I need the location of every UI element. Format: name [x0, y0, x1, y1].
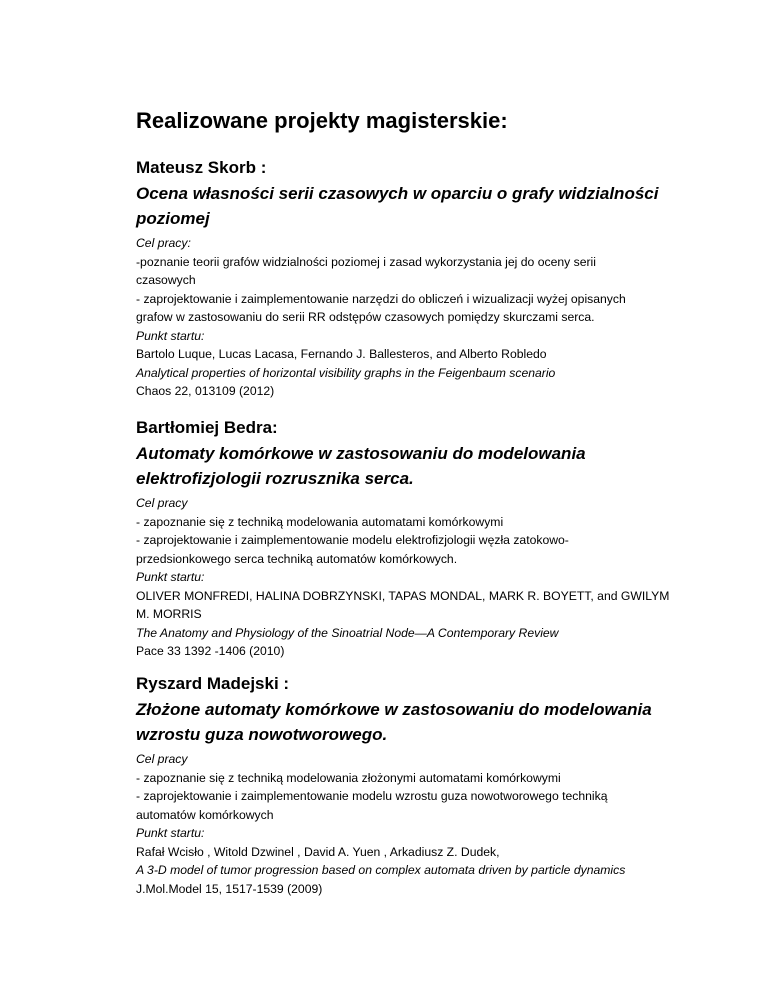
goal-line: - zaprojektowanie i zaimplementowanie narzędzi do obliczeń i wizualizacji wyżej opisanych — [136, 291, 626, 306]
start-label: Punkt startu: — [136, 826, 205, 840]
reference-authors: Rafał Wcisło , Witold Dzwinel , David A. Yuen , Arkadiusz Z. Dudek, — [136, 844, 500, 859]
reference-title: A 3-D model of tumor progression based on complex automata driven by particle dynamics — [136, 863, 626, 877]
goal-line: - zaprojektowanie i zaimplementowanie modelu wzrostu guza nowotworowego techniką — [136, 789, 608, 803]
goal-line: - zapoznanie się z techniką modelowania złożonymi automatami komórkowymi — [136, 770, 561, 785]
goal-line: -poznanie teorii grafów widzialności poziomej i zasad wykorzystania jej do oceny serii — [136, 254, 596, 269]
reference-source: Pace 33 1392 -1406 (2010) — [136, 644, 285, 658]
goal-line: przedsionkowego serca techniką automatów komórkowych. — [136, 551, 458, 566]
project-section-2 — [136, 416, 706, 661]
project-title-line: elektrofizjologii rozrusznika serca. — [136, 469, 414, 488]
project-title-line: Automaty komórkowe w zastosowaniu do modelowania — [136, 444, 586, 463]
project-title-line: wzrostu guza nowotworowego. — [136, 725, 388, 744]
start-label: Punkt startu: — [136, 328, 205, 343]
project-title — [136, 441, 706, 491]
reference-title: The Anatomy and Physiology of the Sinoatrial Node—A Contemporary Review — [136, 625, 559, 640]
goal-label: Cel pracy: — [136, 236, 191, 250]
goal-line: automatów komórkowych — [136, 807, 274, 822]
project-title — [136, 697, 706, 747]
project-section-1 — [136, 156, 706, 401]
goal-line: - zaprojektowanie i zaimplementowanie modelu elektrofizjologii węzła zatokowo- — [136, 533, 569, 547]
goal-label: Cel pracy — [136, 752, 188, 766]
reference-source: Chaos 22, 013109 (2012) — [136, 384, 275, 398]
reference-title: Analytical properties of horizontal visibility graphs in the Feigenbaum scenario — [136, 365, 556, 380]
goal-line: - zapoznanie się z techniką modelowania automatami komórkowymi — [136, 514, 504, 529]
start-label: Punkt startu: — [136, 570, 205, 584]
project-author: Bartłomiej Bedra: — [136, 418, 278, 437]
project-title-line: Złożone automaty komórkowe w zastosowaniu do modelowania — [136, 700, 652, 719]
project-author: Mateusz Skorb : — [136, 158, 267, 177]
project-title — [136, 181, 706, 231]
goal-line: grafow w zastosowaniu do serii RR odstępów czasowych pomiędzy skurczami serca. — [136, 310, 595, 324]
reference-authors: OLIVER MONFREDI, HALINA DOBRZYNSKI, TAPAS MONDAL, MARK R. BOYETT, and GWILYM — [136, 588, 670, 603]
reference-authors: M. MORRIS — [136, 607, 202, 621]
project-section-3 — [136, 672, 706, 898]
reference-source: J.Mol.Model 15, 1517-1539 (2009) — [136, 881, 323, 896]
goal-line: czasowych — [136, 273, 196, 287]
page-title: Realizowane projekty magisterskie: — [136, 108, 508, 133]
project-title-line: poziomej — [136, 209, 210, 228]
goal-label: Cel pracy — [136, 496, 188, 510]
project-title-line: Ocena własności serii czasowych w oparciu o grafy widzialności — [136, 184, 659, 203]
project-author: Ryszard Madejski : — [136, 674, 290, 693]
reference-authors: Bartolo Luque, Lucas Lacasa, Fernando J. Ballesteros, and Alberto Robledo — [136, 347, 547, 361]
